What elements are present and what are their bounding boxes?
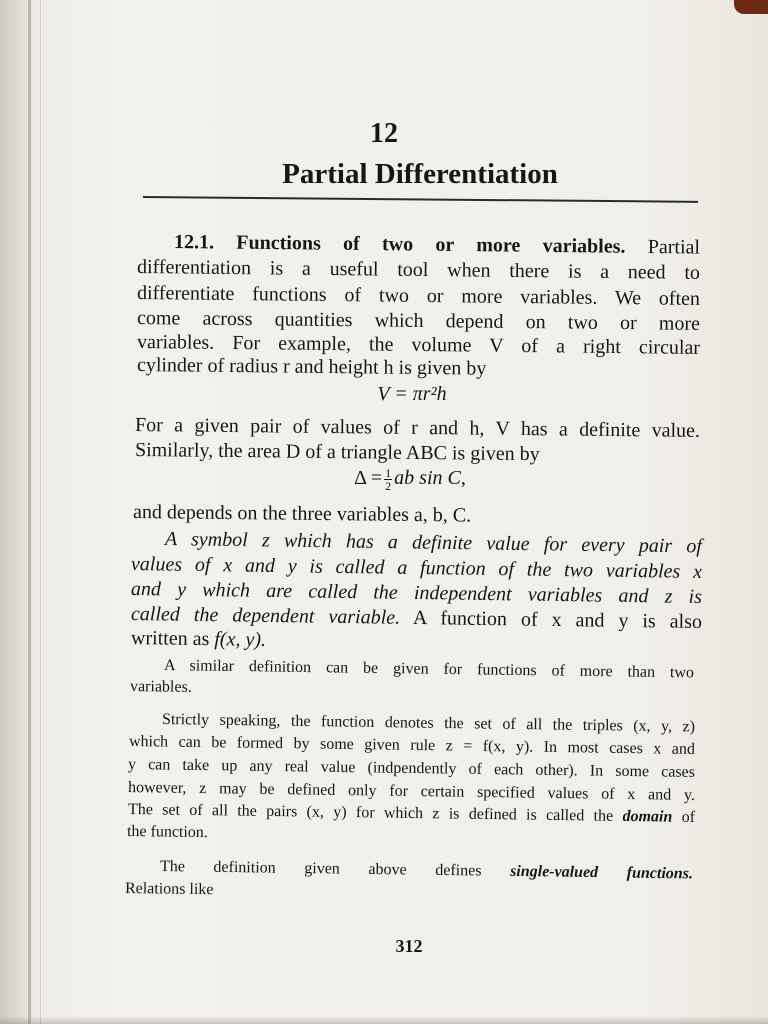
text-fragment: of [681,808,696,826]
definition-line: A symbol z which has a definite value for every pair of [164,528,703,558]
fraction-denominator: 2 [385,479,392,493]
book-cover-corner [734,0,768,14]
text-fragment: The definition given above defines [159,858,482,880]
section-heading: Functions of two or more variables. [236,231,626,258]
text-line: however, z may be defined only for certain specified values of x and y. [127,779,696,804]
text-line: come across quantities which depend on two or more [136,307,701,335]
section-number: 12.1. [173,231,215,254]
section-heading-line [174,231,700,260]
text-line: variables. For example, the volume V of a right circular [136,331,701,359]
text-line: Strictly speaking, the function denotes the set of all the triples (x, y, z) [161,711,696,736]
text-line: cylinder of radius r and height h is given by [136,354,487,380]
text-line: y can take up any real value (indpendently of each other). In some cases [127,756,696,781]
definition-rest: A function of x and y is also [412,606,703,633]
fraction-numerator: 1 [385,466,392,480]
page-number: 312 [395,936,423,956]
definition-line [131,627,266,652]
equation-area-left: Δ = [354,467,383,490]
definition-function-notation: f(x, y). [214,628,267,651]
title-rule [143,196,698,203]
text-line [128,801,695,827]
fraction-half [384,467,392,492]
equation-area-right: ab sin C, [394,467,466,490]
text-fragment: The set of all the pairs (x, y) for which z is defined is called the [127,801,614,825]
domain-term: domain [622,807,673,826]
page-binding-shadow [40,0,41,1024]
equation-area [26,467,768,492]
text-line: and depends on the three variables a, b, C. [132,501,472,527]
page-binding [28,0,31,1024]
single-valued-term: single-valued functions. [510,862,694,883]
chapter-number: 12 [370,118,398,149]
definition-line: and y which are called the independent variables and z is [130,578,703,608]
chapter-title: Partial Differentiation [282,158,558,190]
text-line: differentiate functions of two or more variables. We often [136,282,701,310]
page-bottom-edge [0,1016,768,1024]
definition-line: values of x and y is called a function of the two variables x [130,553,703,583]
text-line: For a given pair of values of r and h, V has a definite value. [134,414,701,442]
text-line: A similar definition can be given for functions of more than two [163,657,695,682]
text-line: differentiation is a useful tool when there is a need to [136,256,701,284]
text-line: the function. [126,823,208,842]
definition-written-as: written as [130,627,210,651]
equation-volume: V = πr²h [377,383,447,405]
section-lead-word: Partial [647,235,701,259]
text-line: which can be formed by some given rule z = f(x, y). In most cases x and [128,733,696,758]
text-line: variables. [129,678,192,696]
definition-italic: called the dependent variable. [130,603,401,629]
text-line [160,858,693,883]
text-line: Similarly, the area D of a triangle ABC is given by [134,439,540,466]
text-line: Relations like [124,880,214,899]
